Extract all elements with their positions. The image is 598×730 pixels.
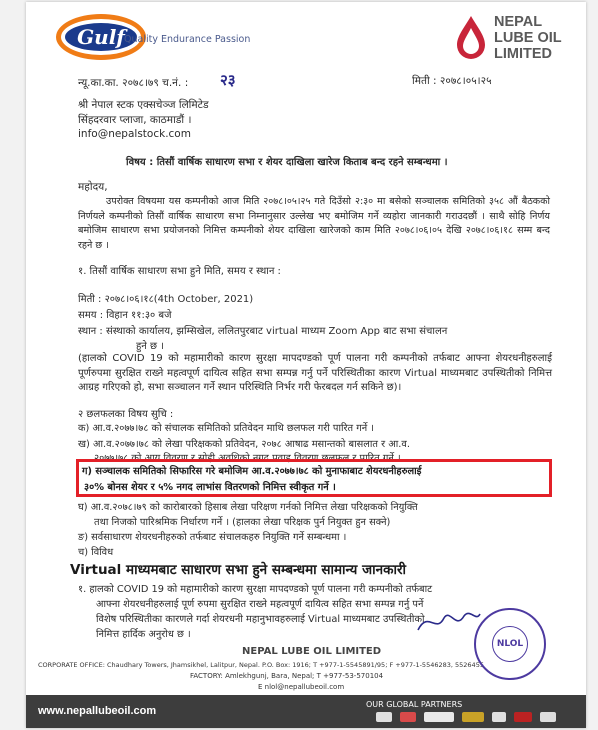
partner-logo-icon — [424, 712, 454, 722]
gulf-logo-text: Gulf — [65, 23, 137, 51]
section2-heading: २ छलफलका विषय सुचि : — [78, 409, 174, 420]
meeting-time: समय : विहान ११:३० बजे — [78, 310, 172, 321]
meeting-date: मिती : २०७८।०६।१८(4th October, 2021) — [78, 294, 254, 305]
footer-factory: FACTORY: Amlekhgunj, Bara, Nepal; T +977-53-570104 — [190, 672, 384, 680]
agenda-item-gha-line-2: तथा निजको पारिश्रमिक निर्धारण गर्ने । (हालका लेखा परिक्षक पुर्न नियुक्त हुन सक्ने) — [94, 517, 391, 528]
virtual-notice-heading: Virtual माध्यमबाट साधारण सभा हुने सम्बन्धमा सामान्य जानकारी — [70, 562, 406, 578]
covid-note: (हालको COVID 19 को महामारीको कारण सुरक्षा मापदण्डको पूर्ण पालना गरी कम्पनीको तर्फबाट आफ्ना शेयरधनीहरुलाई पूर्णरुपमा सुरक्षित राख्ने महत्वपूर्ण दायित्व सहित सभा सम्पन्न गर्नु पर्ने परिस्थितीका कारण Virtual माध्यमबाट उपस्थितीको निमित्त आग्रह गरिएको हो, सभा सञ्चालन गर्ने स्थान परिस्थिति निर्भर गरी फेरबदल गर्न सकिने छ)। — [78, 353, 552, 393]
footer-company: NEPAL LUBE OIL LIMITED — [242, 646, 382, 657]
stamp-text: NLOL — [492, 626, 528, 662]
section1-heading: १. तिसौं वार्षिक साधारण सभा हुने मिति, समय र स्थान : — [78, 266, 281, 277]
virtual-notice-line-1: १. हालको COVID 19 को महामारीको कारण सुरक्षा मापदण्डको पूर्ण पालना गरी कम्पनीको तर्फबाट — [78, 584, 433, 595]
agenda-item-ka: क) आ.व.२०७७।७८ को संचालक समितिको प्रतिवेदन माथि छलफल गरी पारित गर्ने । — [78, 423, 375, 434]
agenda-item-ga-line-1: ग) सञ्चालक समितिको सिफारिस गरे बमोजिम आ.व.२०७७।७८ को मुनाफाबाट शेयरधनीहरुलाई — [82, 466, 422, 477]
virtual-notice-line-3: विशेष परिस्थितीका कारणले गर्दा शेयरधनी महानुभावहरुलाई Virtual माध्यमबाट उपस्थितीको — [96, 614, 425, 625]
partner-logo-icon — [540, 712, 556, 722]
meeting-place-line-2: हुने छ । — [136, 341, 165, 352]
agenda-item-nga: ङ) सर्वसाधारण शेयरधनीहरुको तर्फबाट संचालकहरु नियुक्ति गर्ने सम्बन्धमा । — [78, 532, 347, 543]
addressee-line-2: सिंहदरवार प्लाजा, काठमाडौं । — [78, 114, 192, 126]
virtual-notice-line-4: निमित्त हार्दिक अनुरोध छ । — [96, 629, 191, 640]
subject-line: विषय : तिसौं वार्षिक साधारण सभा र शेयर दाखिला खारेज किताब बन्द रहने सम्बन्धमा । — [126, 157, 448, 168]
body-paragraph: उपरोक्त विषयमा यस कम्पनीको आज मिति २०७८।०५।२५ गते दिउँसो २:३० मा बसेको सञ्चालक समितिको ३५८ औं बैठकको निर्णयले कम्पनीको तिसौं वार्षिक साधारण सभा निम्नानुसार उल्लेख भए बमोजिम गर्ने व्यहोरा जानकारी गराउदछौं । साथै सोहि निर्णय बमोजिम साधारण सभा प्रयोजनको निमित्त कम्पनीको शेयर दाखिला खारेजको काम मिति २०७८।०६।०५ देखि २०७८।०६।१८ सम्म बन्द रहने छ । — [78, 196, 550, 251]
addressee-line-1: श्री नेपाल स्टक एक्सचेञ्ज लिमिटेड — [78, 99, 209, 111]
addressee-email: info@nepalstock.com — [78, 128, 191, 140]
agenda-item-kha-line-2: २०७७।७८ को आय विवरण र सोही अवधिको नगद प्रवाह विवरण छलफल र पारित गर्ने । — [94, 453, 401, 464]
brand-line-3: LIMITED — [494, 46, 552, 62]
partner-logo-icon — [492, 712, 506, 722]
partner-logo-icon — [400, 712, 416, 722]
agenda-item-kha-line-1: ख) आ.व.२०७७।७८ को लेखा परिक्षकको प्रतिवेदन, २०७८ आषाढ मसान्तको बासलात र आ.व. — [78, 439, 410, 450]
ref-label: न्यू.का.का. २०७८।७९ च.नं. : — [78, 77, 189, 89]
partner-logo-icon — [462, 712, 484, 722]
agenda-item-ga-line-2: ३०% बोनस शेयर र ५% नगद लाभांस वितरणको निमित्त स्वीकृत गर्ने । — [84, 482, 336, 493]
partner-logo-icon — [514, 712, 532, 722]
agenda-item-gha-line-1: घ) आ.व.२०७८।७९ को कारोबारको हिसाब लेखा परिक्षण गर्नको निमित्त लेखा परिक्षकको नियुक्ति — [78, 502, 418, 513]
agenda-item-cha: च) विविध — [78, 547, 114, 558]
footer-corporate-office: CORPORATE OFFICE: Chaudhary Towers, Jhamsikhel, Lalitpur, Nepal. P.O. Box: 1916; T +977-1-5545891/95; F +977-1-5546283, 5526455 — [38, 661, 484, 669]
footer-partners-label: OUR GLOBAL PARTNERS — [366, 700, 463, 709]
company-stamp — [474, 608, 546, 680]
meeting-place-line-1: स्थान : संस्थाको कार्यालय, झम्सिखेल, ललितपुरबाट virtual माध्यम Zoom App बाट सभा संचालन — [78, 326, 448, 337]
footer-email: E nlol@nepallubeoil.com — [258, 683, 345, 691]
brand-name — [494, 14, 562, 62]
brand-line-2: LUBE OIL — [494, 30, 562, 46]
tagline: Quality Endurance Passion — [124, 34, 251, 45]
signature-icon — [414, 600, 484, 640]
letter-page — [26, 2, 586, 728]
partner-logos — [376, 712, 566, 724]
virtual-notice-line-2: आफ्ना शेयरधनीहरुलाई पूर्ण रुपमा सुरक्षित राख्ने महत्वपूर्ण दायित्व सहित सभा सम्पन्न गर्नु पर्ने — [96, 599, 424, 610]
ref-number: २३ — [220, 71, 236, 89]
partner-logo-icon — [376, 712, 392, 722]
salutation: महोदय, — [78, 181, 108, 193]
brand-line-1: NEPAL — [494, 14, 543, 30]
footer-website: www.nepallubeoil.com — [38, 705, 157, 717]
letter-date: मिती : २०७८।०५।२५ — [412, 75, 492, 87]
oil-drop-icon — [454, 14, 488, 62]
